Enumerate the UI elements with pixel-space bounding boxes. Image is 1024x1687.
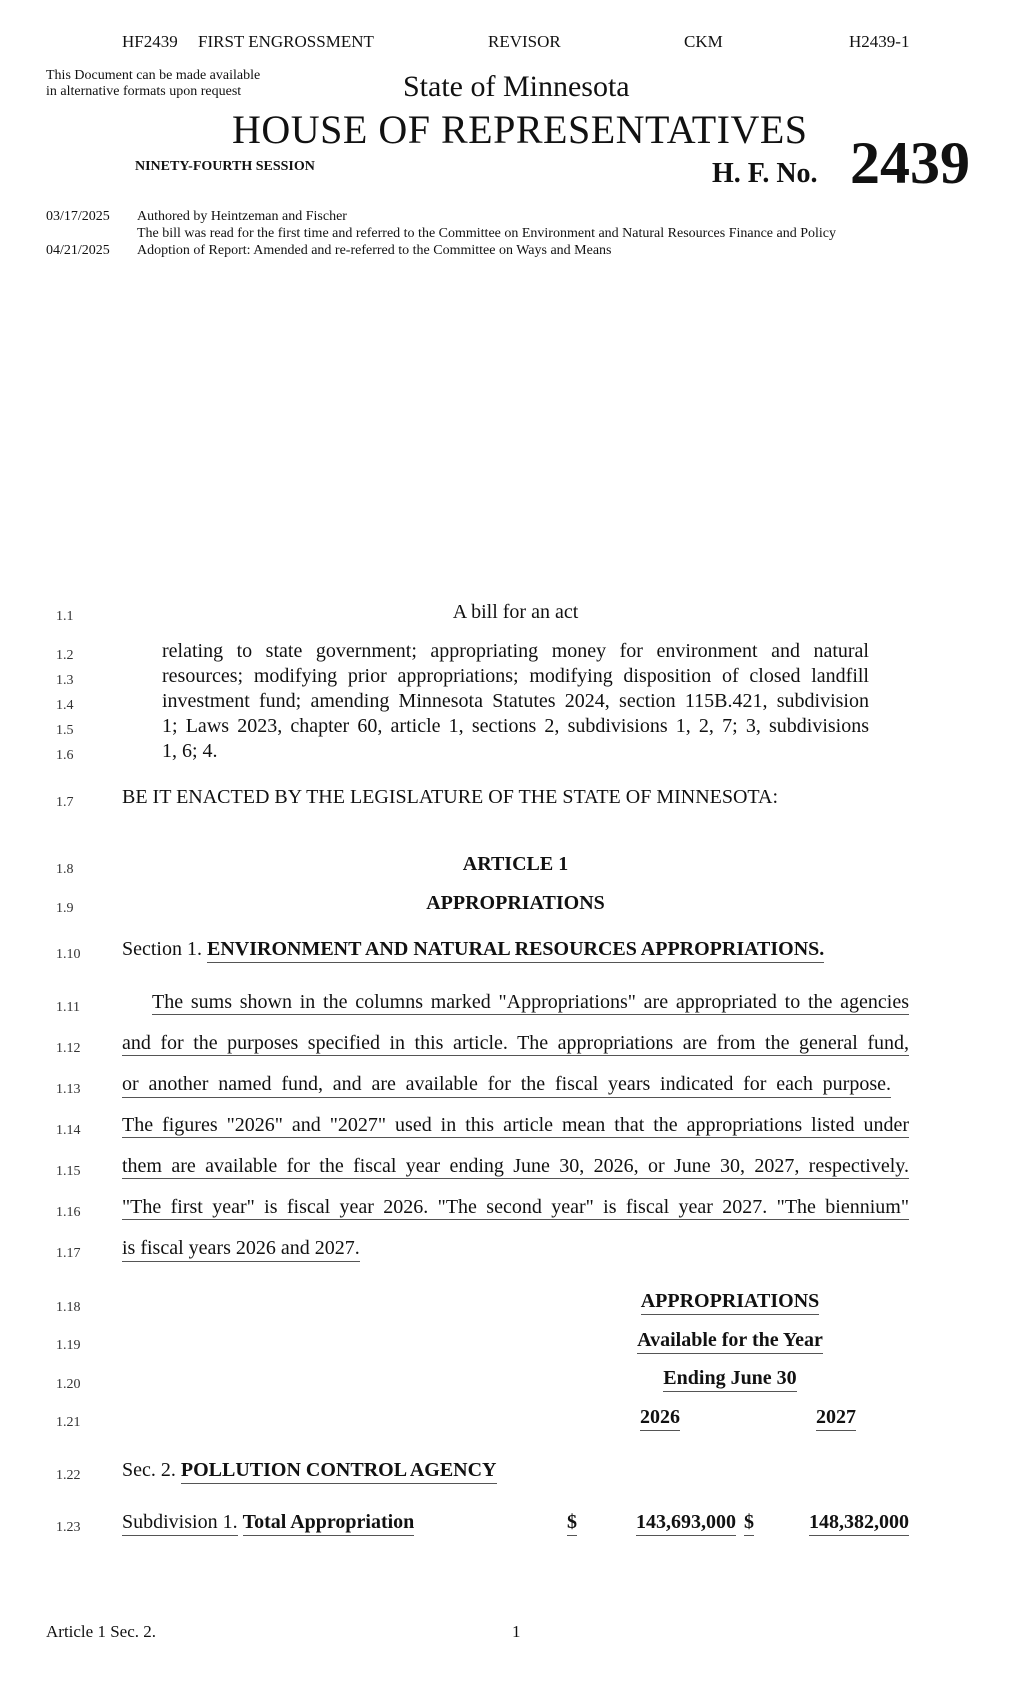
line-number: 1.4 — [56, 698, 74, 713]
paragraph-line: The sums shown in the columns marked "Appropriations" are appropriated to the agencies — [152, 991, 909, 1013]
paragraph-line-wrap — [122, 991, 909, 1015]
history-text: Adoption of Report: Amended and re-referred to the Committee on Ways and Means — [137, 243, 612, 258]
currency-symbol-2027 — [744, 1511, 754, 1536]
section-2-heading — [122, 1459, 497, 1484]
history-text: The bill was read for the first time and referred to the Committee on Environment and Natural Resources Finance and Policy — [137, 226, 837, 241]
line-number: 1.19 — [56, 1338, 81, 1353]
paragraph-line: and for the purposes specified in this article. The appropriations are from the general fund, — [122, 1032, 909, 1054]
line-number: 1.11 — [56, 1000, 80, 1015]
line-number: 1.9 — [56, 901, 74, 916]
paragraph-line: The figures "2026" and "2027" used in this article mean that the appropriations listed under — [122, 1114, 909, 1136]
line-number: 1.2 — [56, 648, 74, 663]
history-date: 03/17/2025 — [46, 209, 110, 224]
year-2026-label: 2026 — [640, 1406, 680, 1431]
line-number: 1.22 — [56, 1468, 81, 1483]
session-label: NINETY-FOURTH SESSION — [135, 159, 315, 174]
availability-note-line1: This Document can be made available — [46, 68, 261, 83]
line-number: 1.12 — [56, 1041, 81, 1056]
appropriations-header-line3: Ending June 30 — [663, 1367, 796, 1392]
appropriations-header — [610, 1367, 850, 1392]
chamber-title: HOUSE OF REPRESENTATIVES — [232, 107, 808, 152]
title-line: 1, 6; 4. — [162, 740, 218, 762]
act-title: A bill for an act — [452, 601, 579, 623]
subdivision-title: Total Appropriation — [243, 1511, 415, 1536]
enacting-clause: BE IT ENACTED BY THE LEGISLATURE OF THE STATE OF MINNESOTA: — [122, 786, 779, 808]
section-1-title: ENVIRONMENT AND NATURAL RESOURCES APPROPRIATIONS. — [207, 938, 824, 963]
section-2-prefix: Sec. 2. — [122, 1459, 176, 1481]
line-number: 1.20 — [56, 1377, 81, 1392]
header-engrossment: FIRST ENGROSSMENT — [198, 32, 374, 51]
year-column-header — [816, 1406, 856, 1431]
line-number: 1.10 — [56, 947, 81, 962]
paragraph-line: or another named fund, and are available for the fiscal years indicated for each purpose. — [122, 1073, 891, 1098]
amount-2027-cell — [790, 1511, 909, 1536]
line-number: 1.5 — [56, 723, 74, 738]
line-number: 1.14 — [56, 1123, 81, 1138]
state-title: State of Minnesota — [403, 70, 630, 103]
year-2027-label: 2027 — [816, 1406, 856, 1431]
header-revisor: REVISOR — [488, 32, 561, 51]
header-doc-id: H2439-1 — [849, 32, 910, 51]
line-number: 1.7 — [56, 795, 74, 810]
amount-2026-cell — [620, 1511, 736, 1536]
section-2-title: POLLUTION CONTROL AGENCY — [181, 1459, 497, 1484]
header-initials: CKM — [684, 32, 723, 51]
paragraph-line: "The first year" is fiscal year 2026. "The second year" is fiscal year 2027. "The biennium" — [122, 1196, 909, 1218]
hf-number: 2439 — [850, 130, 970, 196]
year-column-header — [640, 1406, 680, 1431]
article-number: ARTICLE 1 — [462, 853, 569, 875]
amount-2027: 148,382,000 — [809, 1511, 909, 1536]
subdivision-1-heading — [122, 1511, 414, 1536]
currency-symbol-2026 — [567, 1511, 577, 1536]
paragraph-line: them are available for the fiscal year ending June 30, 2026, or June 30, 2027, respectively. — [122, 1155, 909, 1177]
currency-symbol: $ — [744, 1511, 754, 1536]
hf-label: H. F. No. — [712, 158, 818, 189]
header-file: HF2439 — [122, 32, 178, 51]
line-number: 1.21 — [56, 1415, 81, 1430]
section-1-prefix: Section 1. — [122, 938, 202, 960]
title-line: investment fund; amending Minnesota Statutes 2024, section 115B.421, subdivision — [162, 690, 869, 712]
article-title: APPROPRIATIONS — [426, 892, 605, 914]
paragraph-line-wrap — [122, 1237, 909, 1262]
title-line: relating to state government; appropriating money for environment and natural — [162, 640, 869, 662]
appropriations-header — [610, 1290, 850, 1315]
appropriations-header-line1: APPROPRIATIONS — [641, 1290, 820, 1315]
appropriations-header — [610, 1329, 850, 1354]
line-number: 1.8 — [56, 862, 74, 877]
line-number: 1.23 — [56, 1520, 81, 1535]
history-date: 04/21/2025 — [46, 243, 110, 258]
currency-symbol: $ — [567, 1511, 577, 1536]
availability-note-line2: in alternative formats upon request — [46, 84, 242, 99]
footer-location: Article 1 Sec. 2. — [46, 1622, 156, 1641]
footer-page-number: 1 — [512, 1622, 521, 1641]
line-number: 1.1 — [56, 609, 74, 624]
paragraph-line-wrap — [122, 1073, 909, 1098]
history-text: Authored by Heintzeman and Fischer — [137, 209, 347, 224]
line-number: 1.6 — [56, 748, 74, 763]
line-number: 1.13 — [56, 1082, 81, 1097]
paragraph-line: is fiscal years 2026 and 2027. — [122, 1237, 360, 1262]
amount-2026: 143,693,000 — [636, 1511, 736, 1536]
line-number: 1.18 — [56, 1300, 81, 1315]
subdivision-prefix: Subdivision 1. — [122, 1511, 238, 1536]
line-number: 1.17 — [56, 1246, 81, 1261]
appropriations-header-line2: Available for the Year — [637, 1329, 823, 1354]
title-line: resources; modifying prior appropriations; modifying disposition of closed landfill — [162, 665, 869, 687]
section-1-heading — [122, 938, 824, 963]
line-number: 1.15 — [56, 1164, 81, 1179]
line-number: 1.16 — [56, 1205, 81, 1220]
title-line: 1; Laws 2023, chapter 60, article 1, sections 2, subdivisions 1, 2, 7; 3, subdivisions — [162, 715, 869, 737]
line-number: 1.3 — [56, 673, 74, 688]
